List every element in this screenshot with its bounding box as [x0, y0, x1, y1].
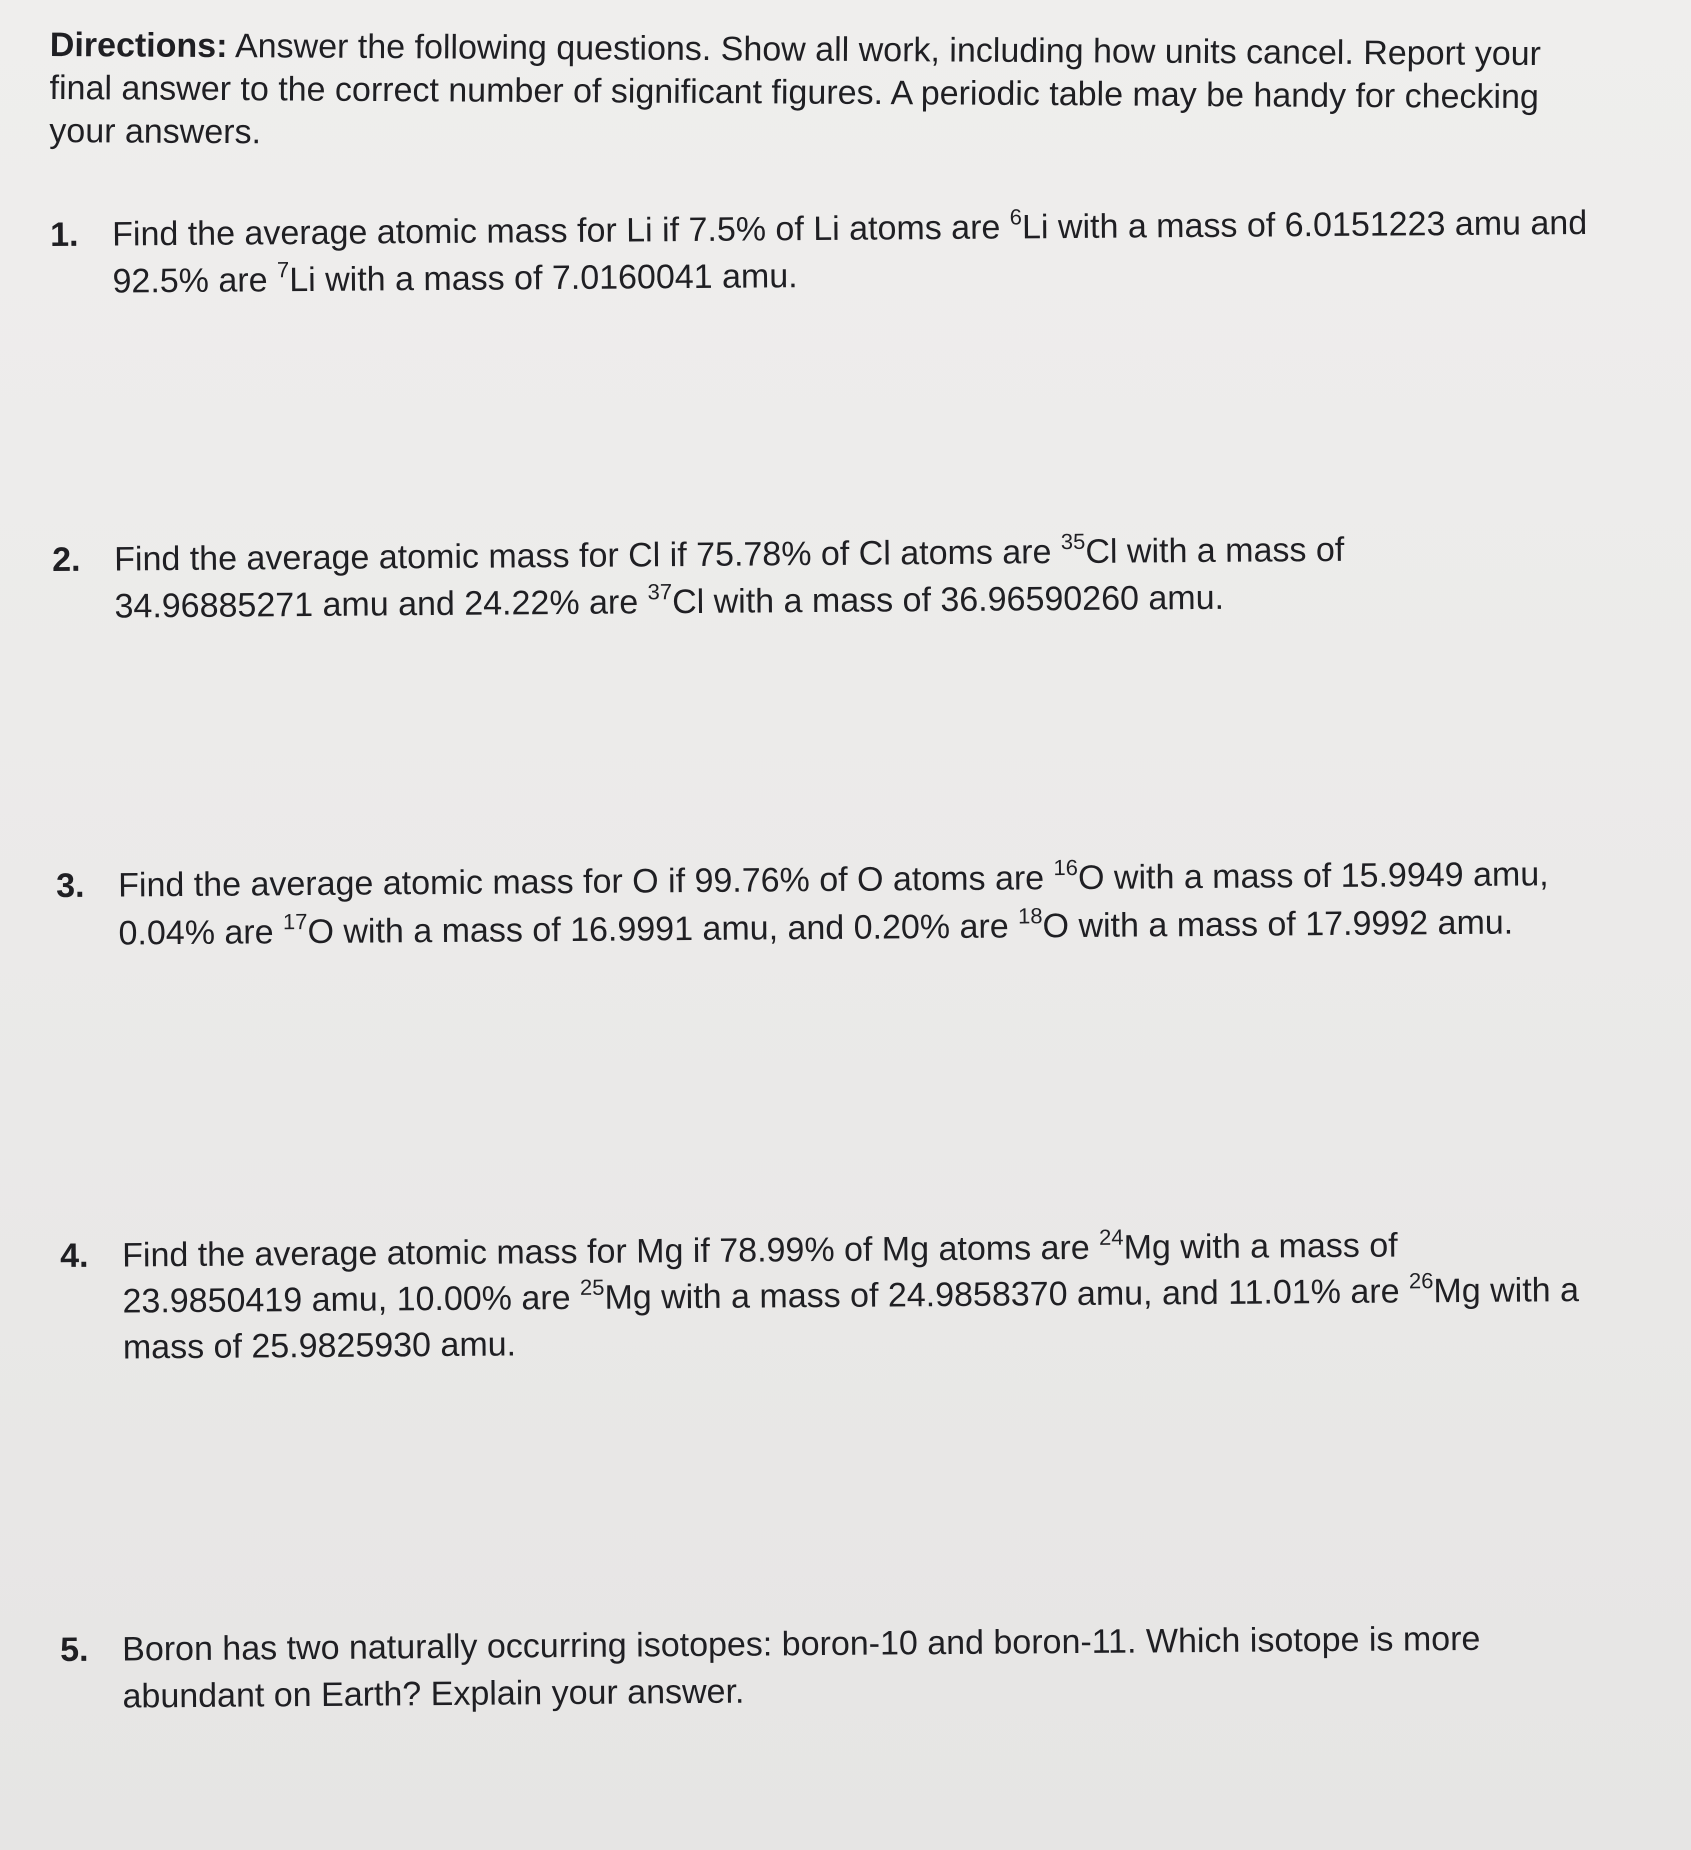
- question-text: [118, 850, 1587, 958]
- question-3: [56, 850, 1587, 958]
- question-text-part: Find the average atomic mass for Mg if 78.99% of Mg atoms are: [122, 1228, 1100, 1275]
- question-1: [50, 200, 1591, 306]
- question-5: [60, 1615, 1621, 1721]
- question-4: [60, 1221, 1581, 1371]
- isotope-mass-number: 16: [1053, 854, 1079, 881]
- question-text-part: O with a mass of 17.9992 amu.: [1042, 903, 1514, 946]
- directions-label: Directions:: [49, 25, 228, 66]
- question-number: 2.: [52, 540, 81, 579]
- question-text-part: Find the average atomic mass for O if 99.76% of O atoms are: [118, 859, 1054, 905]
- isotope-mass-number: 6: [1009, 204, 1023, 230]
- question-text-part: Find the average atomic mass for Cl if 75.78% of Cl atoms are: [114, 533, 1062, 579]
- isotope-mass-number: 24: [1098, 1224, 1124, 1250]
- isotope-mass-number: 25: [579, 1274, 605, 1300]
- isotope-mass-number: 37: [647, 579, 673, 605]
- question-number: 4.: [60, 1236, 89, 1275]
- question-text: [122, 1221, 1581, 1370]
- isotope-mass-number: 17: [282, 909, 308, 935]
- question-text-part: Li with a mass of 7.0160041 amu.: [289, 257, 798, 300]
- question-text-part: O with a mass of 16.9991 amu, and 0.20% are: [307, 907, 1019, 952]
- question-text-part: Li with a mass of 6.0151223 amu and 92.5% are: [112, 203, 1588, 301]
- question-number: 1.: [50, 215, 79, 254]
- question-number: 3.: [56, 866, 85, 905]
- isotope-mass-number: 35: [1060, 528, 1086, 555]
- question-text-part: O with a mass of 15.9949 amu, 0.04% are: [118, 855, 1549, 953]
- question-text: [114, 526, 1453, 631]
- isotope-mass-number: 7: [276, 257, 290, 283]
- question-text: [112, 200, 1591, 306]
- question-text: Boron has two naturally occurring isotopes: boron-10 and boron-11. Which isotope is more abundant on Earth? Explain your answer.: [122, 1619, 1481, 1716]
- question-text-part: Find the average atomic mass for Li if 7.5% of Li atoms are: [112, 208, 1010, 254]
- question-2: [52, 526, 1453, 631]
- question-text-part: Mg with a mass of 24.9858370 amu, and 11.01% are: [604, 1272, 1410, 1317]
- question-text-part: Mg with a mass of 25.9825930 amu.: [122, 1271, 1580, 1367]
- question-text-part: Cl with a mass of 34.96885271 amu and 24.22% are: [114, 530, 1345, 626]
- question-text-part: Mg with a mass of 23.9850419 amu, 10.00% are: [122, 1226, 1398, 1321]
- question-number: 5.: [60, 1630, 89, 1669]
- isotope-mass-number: 18: [1017, 903, 1043, 929]
- directions-text: Answer the following questions. Show all work, including how units cancel. Report your final answer to the correct number of significant figures. A periodic table may be handy for checking your answers.: [49, 27, 1542, 152]
- directions: [49, 24, 1550, 162]
- isotope-mass-number: 26: [1408, 1268, 1434, 1294]
- question-text-part: Cl with a mass of 36.96590260 amu.: [671, 578, 1225, 622]
